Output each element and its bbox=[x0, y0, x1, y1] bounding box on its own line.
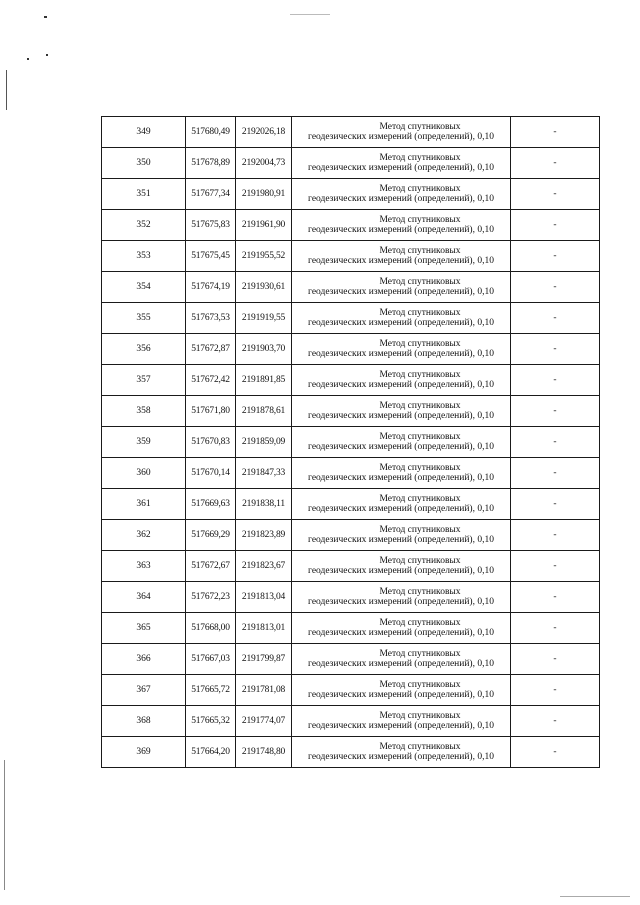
point-number: 367 bbox=[102, 675, 186, 706]
coordinate-x: 517678,89 bbox=[186, 148, 236, 179]
extra-value: - bbox=[511, 737, 600, 768]
scan-speck bbox=[27, 58, 29, 60]
coordinate-y: 2191838,11 bbox=[236, 489, 292, 520]
method-line2: геодезических измерений (определений), 0,10 bbox=[308, 597, 494, 607]
method-line1: Метод спутниковых bbox=[379, 183, 461, 194]
table-row bbox=[102, 396, 600, 427]
extra-value: - bbox=[511, 458, 600, 489]
method-cell bbox=[292, 489, 511, 520]
method-line2: геодезических измерений (определений), 0,10 bbox=[308, 411, 494, 421]
coordinate-x: 517669,29 bbox=[186, 520, 236, 551]
table-row bbox=[102, 613, 600, 644]
table-row bbox=[102, 706, 600, 737]
coordinate-x: 517670,83 bbox=[186, 427, 236, 458]
method-cell bbox=[292, 241, 511, 272]
point-number: 363 bbox=[102, 551, 186, 582]
table-row bbox=[102, 148, 600, 179]
coordinate-y: 2192004,73 bbox=[236, 148, 292, 179]
method-line1: Метод спутниковых bbox=[379, 307, 461, 318]
method-cell bbox=[292, 210, 511, 241]
table-row bbox=[102, 675, 600, 706]
method-cell bbox=[292, 427, 511, 458]
method-line2: геодезических измерений (определений), 0,10 bbox=[308, 628, 494, 638]
point-number: 362 bbox=[102, 520, 186, 551]
method-cell bbox=[292, 644, 511, 675]
point-number: 366 bbox=[102, 644, 186, 675]
table-row bbox=[102, 210, 600, 241]
coordinate-x: 517665,72 bbox=[186, 675, 236, 706]
coordinate-x: 517667,03 bbox=[186, 644, 236, 675]
scan-speck bbox=[290, 14, 330, 15]
coordinate-y: 2191823,67 bbox=[236, 551, 292, 582]
table-row bbox=[102, 241, 600, 272]
coordinate-x: 517672,42 bbox=[186, 365, 236, 396]
method-cell bbox=[292, 396, 511, 427]
method-cell bbox=[292, 179, 511, 210]
coordinate-x: 517680,49 bbox=[186, 117, 236, 148]
table-row bbox=[102, 303, 600, 334]
coordinate-x: 517672,87 bbox=[186, 334, 236, 365]
point-number: 361 bbox=[102, 489, 186, 520]
method-line1: Метод спутниковых bbox=[379, 214, 461, 225]
method-line1: Метод спутниковых bbox=[379, 121, 461, 132]
table-row bbox=[102, 365, 600, 396]
method-line2: геодезических измерений (определений), 0,10 bbox=[308, 721, 494, 731]
extra-value: - bbox=[511, 551, 600, 582]
method-line2: геодезических измерений (определений), 0,10 bbox=[308, 225, 494, 235]
method-cell bbox=[292, 458, 511, 489]
method-line2: геодезических измерений (определений), 0,10 bbox=[308, 535, 494, 545]
method-line1: Метод спутниковых bbox=[379, 462, 461, 473]
method-line1: Метод спутниковых bbox=[379, 679, 461, 690]
method-line2: геодезических измерений (определений), 0,10 bbox=[308, 318, 494, 328]
method-cell bbox=[292, 551, 511, 582]
coordinate-x: 517672,23 bbox=[186, 582, 236, 613]
extra-value: - bbox=[511, 365, 600, 396]
coordinate-y: 2191774,07 bbox=[236, 706, 292, 737]
method-line1: Метод спутниковых bbox=[379, 617, 461, 628]
coordinate-y: 2191799,87 bbox=[236, 644, 292, 675]
coordinate-x: 517675,83 bbox=[186, 210, 236, 241]
table-row bbox=[102, 551, 600, 582]
extra-value: - bbox=[511, 148, 600, 179]
method-line1: Метод спутниковых bbox=[379, 524, 461, 535]
coordinate-y: 2192026,18 bbox=[236, 117, 292, 148]
coordinate-y: 2191980,91 bbox=[236, 179, 292, 210]
scan-speck bbox=[46, 54, 48, 56]
point-number: 352 bbox=[102, 210, 186, 241]
coordinate-x: 517673,53 bbox=[186, 303, 236, 334]
table-row bbox=[102, 737, 600, 768]
point-number: 360 bbox=[102, 458, 186, 489]
method-line1: Метод спутниковых bbox=[379, 710, 461, 721]
method-line2: геодезических измерений (определений), 0,10 bbox=[308, 442, 494, 452]
extra-value: - bbox=[511, 210, 600, 241]
method-cell bbox=[292, 365, 511, 396]
method-line1: Метод спутниковых bbox=[379, 648, 461, 659]
coordinate-y: 2191859,09 bbox=[236, 427, 292, 458]
method-cell bbox=[292, 706, 511, 737]
method-line1: Метод спутниковых bbox=[379, 741, 461, 752]
coordinate-x: 517675,45 bbox=[186, 241, 236, 272]
scan-edge-line bbox=[6, 70, 7, 110]
point-number: 359 bbox=[102, 427, 186, 458]
extra-value: - bbox=[511, 489, 600, 520]
point-number: 364 bbox=[102, 582, 186, 613]
point-number: 354 bbox=[102, 272, 186, 303]
coordinate-y: 2191813,04 bbox=[236, 582, 292, 613]
extra-value: - bbox=[511, 644, 600, 675]
method-line2: геодезических измерений (определений), 0,10 bbox=[308, 504, 494, 514]
table-row bbox=[102, 117, 600, 148]
method-cell bbox=[292, 148, 511, 179]
coordinate-y: 2191930,61 bbox=[236, 272, 292, 303]
coordinate-x: 517664,20 bbox=[186, 737, 236, 768]
coordinate-y: 2191847,33 bbox=[236, 458, 292, 489]
method-cell bbox=[292, 613, 511, 644]
extra-value: - bbox=[511, 272, 600, 303]
method-line2: геодезических измерений (определений), 0,10 bbox=[308, 256, 494, 266]
coordinate-y: 2191823,89 bbox=[236, 520, 292, 551]
method-cell bbox=[292, 582, 511, 613]
method-line1: Метод спутниковых bbox=[379, 431, 461, 442]
table-row bbox=[102, 458, 600, 489]
table-row bbox=[102, 582, 600, 613]
extra-value: - bbox=[511, 179, 600, 210]
coordinate-y: 2191919,55 bbox=[236, 303, 292, 334]
coordinate-x: 517670,14 bbox=[186, 458, 236, 489]
coordinate-x: 517671,80 bbox=[186, 396, 236, 427]
point-number: 353 bbox=[102, 241, 186, 272]
method-line1: Метод спутниковых bbox=[379, 245, 461, 256]
point-number: 368 bbox=[102, 706, 186, 737]
extra-value: - bbox=[511, 427, 600, 458]
method-line2: геодезических измерений (определений), 0,10 bbox=[308, 163, 494, 173]
method-line2: геодезических измерений (определений), 0,10 bbox=[308, 659, 494, 669]
method-line1: Метод спутниковых bbox=[379, 152, 461, 163]
method-line2: геодезических измерений (определений), 0,10 bbox=[308, 690, 494, 700]
method-line2: геодезических измерений (определений), 0,10 bbox=[308, 473, 494, 483]
point-number: 356 bbox=[102, 334, 186, 365]
extra-value: - bbox=[511, 675, 600, 706]
point-number: 355 bbox=[102, 303, 186, 334]
coordinate-y: 2191961,90 bbox=[236, 210, 292, 241]
extra-value: - bbox=[511, 706, 600, 737]
coordinate-y: 2191781,08 bbox=[236, 675, 292, 706]
point-number: 351 bbox=[102, 179, 186, 210]
method-cell bbox=[292, 117, 511, 148]
coordinates-table bbox=[101, 116, 600, 768]
coordinate-x: 517669,63 bbox=[186, 489, 236, 520]
point-number: 357 bbox=[102, 365, 186, 396]
extra-value: - bbox=[511, 613, 600, 644]
method-line2: геодезических измерений (определений), 0,10 bbox=[308, 132, 494, 142]
extra-value: - bbox=[511, 396, 600, 427]
table-body bbox=[102, 117, 600, 768]
table-row bbox=[102, 334, 600, 365]
method-line1: Метод спутниковых bbox=[379, 369, 461, 380]
method-line1: Метод спутниковых bbox=[379, 338, 461, 349]
extra-value: - bbox=[511, 334, 600, 365]
point-number: 369 bbox=[102, 737, 186, 768]
table-row bbox=[102, 272, 600, 303]
extra-value: - bbox=[511, 241, 600, 272]
method-cell bbox=[292, 675, 511, 706]
table-row bbox=[102, 520, 600, 551]
method-line1: Метод спутниковых bbox=[379, 400, 461, 411]
coordinate-y: 2191891,85 bbox=[236, 365, 292, 396]
method-line1: Метод спутниковых bbox=[379, 493, 461, 504]
coordinate-x: 517672,67 bbox=[186, 551, 236, 582]
scan-edge-line bbox=[560, 896, 630, 897]
coordinate-y: 2191955,52 bbox=[236, 241, 292, 272]
method-line1: Метод спутниковых bbox=[379, 586, 461, 597]
method-line2: геодезических измерений (определений), 0,10 bbox=[308, 194, 494, 204]
method-cell bbox=[292, 303, 511, 334]
point-number: 358 bbox=[102, 396, 186, 427]
method-line2: геодезических измерений (определений), 0,10 bbox=[308, 566, 494, 576]
table-row bbox=[102, 644, 600, 675]
method-cell bbox=[292, 520, 511, 551]
scan-speck bbox=[44, 16, 47, 18]
method-line2: геодезических измерений (определений), 0,10 bbox=[308, 380, 494, 390]
table-row bbox=[102, 179, 600, 210]
method-line1: Метод спутниковых bbox=[379, 555, 461, 566]
coordinate-x: 517677,34 bbox=[186, 179, 236, 210]
extra-value: - bbox=[511, 520, 600, 551]
coordinate-x: 517674,19 bbox=[186, 272, 236, 303]
method-line2: геодезических измерений (определений), 0,10 bbox=[308, 349, 494, 359]
scan-edge-line bbox=[4, 760, 5, 890]
extra-value: - bbox=[511, 117, 600, 148]
point-number: 365 bbox=[102, 613, 186, 644]
method-line1: Метод спутниковых bbox=[379, 276, 461, 287]
coordinate-y: 2191878,61 bbox=[236, 396, 292, 427]
coordinate-y: 2191813,01 bbox=[236, 613, 292, 644]
method-cell bbox=[292, 737, 511, 768]
method-cell bbox=[292, 272, 511, 303]
coordinate-x: 517665,32 bbox=[186, 706, 236, 737]
point-number: 350 bbox=[102, 148, 186, 179]
coordinate-y: 2191748,80 bbox=[236, 737, 292, 768]
extra-value: - bbox=[511, 303, 600, 334]
extra-value: - bbox=[511, 582, 600, 613]
method-line2: геодезических измерений (определений), 0,10 bbox=[308, 752, 494, 762]
table-row bbox=[102, 427, 600, 458]
point-number: 349 bbox=[102, 117, 186, 148]
method-line2: геодезических измерений (определений), 0,10 bbox=[308, 287, 494, 297]
coordinate-x: 517668,00 bbox=[186, 613, 236, 644]
table-row bbox=[102, 489, 600, 520]
coordinate-y: 2191903,70 bbox=[236, 334, 292, 365]
method-cell bbox=[292, 334, 511, 365]
